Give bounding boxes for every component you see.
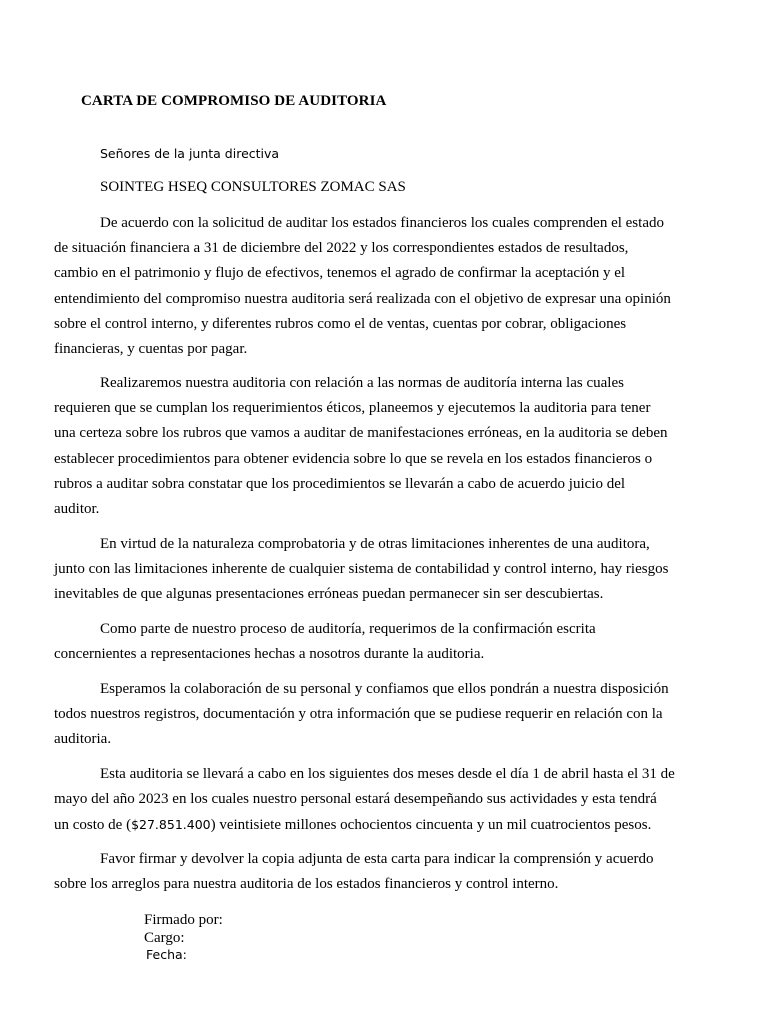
cost-amount: $27.851.400: [131, 817, 211, 833]
company-name: SOINTEG HSEQ CONSULTORES ZOMAC SAS: [100, 179, 406, 195]
paragraph-sign-request: Favor firmar y devolver la copia adjunta de esta carta para indicar la comprensión y acuerdo sobre los arreglos para nuestra auditoria de los estados financieros y control interno.: [54, 851, 654, 893]
paragraph-standards: Realizaremos nuestra auditoria con relación a las normas de auditoría interna las cuales requieren que se cumplan los requerimientos éticos, planeemos y ejecutemos la auditoria para tener una certeza sobre los rubros que vamos a auditar de manifestaciones erróneas, en la auditoria se deben establecer procedimientos para obtener evidencia sobre lo que se revela en los estados financieros o rubros a auditar sobra constatar que los procedimientos se llevarán a cabo de acuerdo juicio del auditor.: [54, 375, 668, 518]
cost-text: ) veintisiete millones ochocientos cincuenta y un mil cuatrocientos pesos.: [210, 817, 652, 834]
signature-position: Cargo:: [144, 930, 185, 946]
salutation: Señores de la junta directiva: [100, 146, 280, 161]
paragraph-limitations: En virtud de la naturaleza comprobatoria y de otras limitaciones inherentes de una auditora, junto con las limitaciones inherente de cualquier sistema de contabilidad y control interno, hay riesgos inevitables de que algunas presentaciones erróneas puedan permanecer sin ser descubiertas.: [54, 536, 669, 603]
signature-signed-by: Firmado por:: [144, 912, 223, 928]
schedule-text: Esta auditoria se llevará a cabo en los siguientes dos meses desde el día 1 de abril hasta el 31 de mayo del año 2023 en los cuales nuestro personal estará desempeñando sus actividades y esta tendrá un costo de (: [54, 766, 675, 834]
signature-date: Fecha:: [146, 947, 187, 962]
paragraph-schedule-cost: [54, 762, 694, 839]
paragraph-representations: Como parte de nuestro proceso de auditoría, requerimos de la confirmación escrita concernientes a representaciones hechas a nosotros durante la auditoria.: [54, 621, 596, 663]
paragraph-scope: De acuerdo con la solicitud de auditar los estados financieros los cuales comprenden el estado de situación financiera a 31 de diciembre del 2022 y los correspondientes estados de resultados, cambio en el patrimonio y flujo de efectivos, tenemos el agrado de confirmar la aceptación y el entendimiento del compromiso nuestra auditoria será realizada con el objetivo de expresar una opinión sobre el control interno, y diferentes rubros como el de ventas, cuentas por cobrar, obligaciones financieras, y cuentas por pagar.: [54, 215, 671, 358]
paragraph-collaboration: Esperamos la colaboración de su personal y confiamos que ellos pondrán a nuestra disposición todos nuestros registros, documentación y otra información que se pudiese requerir en relación con la auditoria.: [54, 681, 669, 748]
letter-title: CARTA DE COMPROMISO DE AUDITORIA: [81, 93, 387, 109]
